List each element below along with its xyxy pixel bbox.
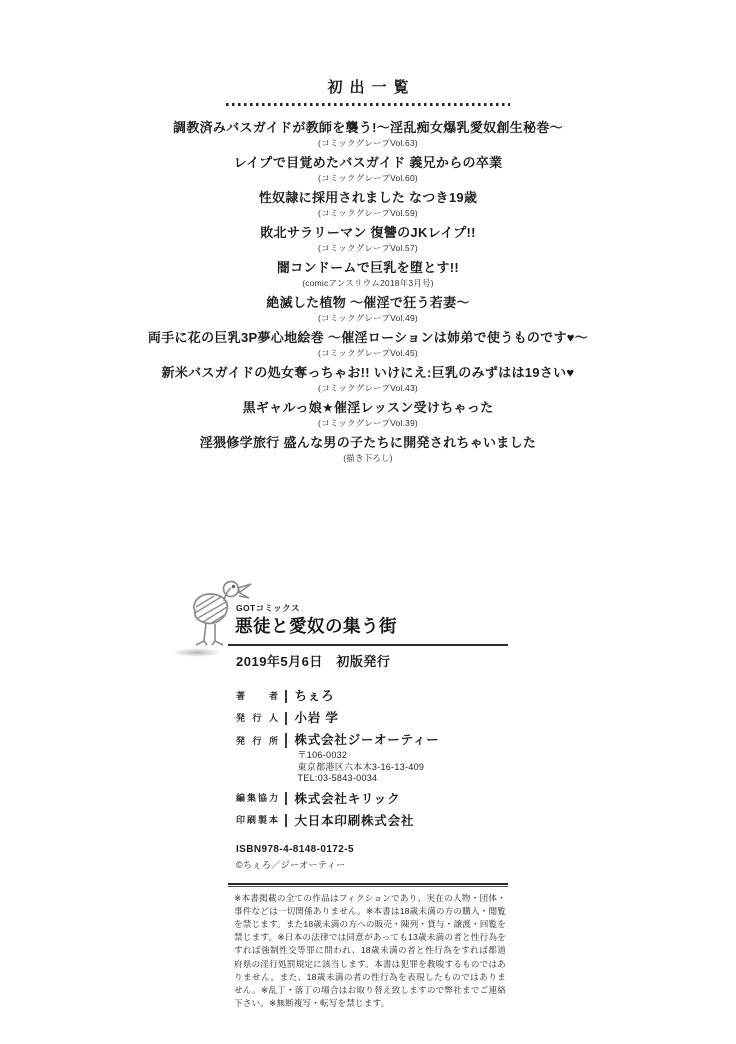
chapter-source: (comicアンスリウム2018年3月号) (302, 278, 434, 288)
list-item (0, 434, 736, 465)
copyright: ©ちぇろ／ジーオーティー (236, 859, 346, 870)
credit-row-printing (236, 813, 508, 829)
credit-row-publisher-person (236, 710, 508, 726)
credit-value: ちぇろ (294, 689, 335, 703)
list-item (0, 294, 736, 325)
chapter-title: 調教済みバスガイドが教師を襲う!～淫乱痴女爆乳愛奴創生秘巻～ (173, 120, 563, 135)
section-title: 初出一覧 (327, 79, 416, 96)
phone-line: TEL:03-5843-0034 (297, 773, 378, 783)
chapter-title: 淫猥修学旅行 盛んな男の子たちに開発されちゃいました (199, 435, 537, 450)
list-item (0, 224, 736, 255)
divider (285, 792, 287, 805)
credit-label: 印刷製本 (236, 815, 278, 825)
credit-label: 発行人 (236, 712, 278, 723)
publisher-name: 株式会社ジーオーティー (294, 733, 440, 747)
chapter-source: (コミックグレープVol.60) (318, 173, 418, 183)
chapter-source: (コミックグレープVol.49) (318, 313, 418, 323)
list-item (0, 364, 736, 395)
dotted-divider (226, 103, 510, 106)
address-line: 東京都港区六本木3-16-13-409 (297, 761, 425, 772)
list-item (0, 329, 736, 360)
title-rule (228, 644, 508, 646)
chapter-title: レイプで目覚めたバスガイド 義兄からの卒業 (233, 155, 503, 170)
list-item (0, 399, 736, 430)
credit-row-editing (236, 791, 508, 807)
postal-code: 〒106-0032 (297, 750, 348, 760)
imprint-label: GOTコミックス (236, 603, 300, 613)
chapter-source: (描き下ろし) (343, 453, 393, 463)
credit-label: 発行所 (236, 736, 278, 746)
chapter-source: (コミックグレープVol.43) (318, 383, 418, 393)
chapter-title: 闇コンドームで巨乳を堕とす!! (276, 260, 460, 275)
isbn: ISBN978-4-8148-0172-5 (236, 843, 354, 855)
chapter-source: (コミックグレープVol.57) (318, 243, 418, 253)
disclaimer-text: ※本書掲載の全ての作品はフィクションであり、実在の人物・団体・事件などは一切関係ありません。※本書は18歳未満の方の購入・閲覧を禁じます。また18歳未満の方への販売・陳列・貸与・譲渡・回覧を禁じます。※日本の法律では同意があっても13歳未満の者と性行為をすれば強制性交等罪に問われ、18歳未満の者と性行為をすれば都道府県の淫行処罰規定に該当します。本書は犯罪を教唆するものではありません。また、18歳未満の者の性行為を表現したものではありません。※乱丁・落丁の場合はお取り替え致しますので弊社までご連絡下さい。※無断複写・転写を禁じます。 (234, 892, 506, 1009)
credit-row-publisher (236, 732, 508, 785)
book-title: 悪徒と愛奴の集う街 (235, 616, 397, 636)
divider (285, 690, 287, 703)
divider (285, 733, 287, 748)
chapter-source: (コミックグレープVol.59) (318, 208, 418, 218)
chapter-source: (コミックグレープVol.63) (318, 138, 418, 148)
divider (285, 814, 287, 827)
chapter-source: (コミックグレープVol.39) (318, 418, 418, 428)
edition-line: 2019年5月6日 初版発行 (236, 654, 391, 669)
chapter-source: (コミックグレープVol.45) (318, 348, 418, 358)
bird-doodle-icon (181, 577, 255, 659)
chapter-title: 両手に花の巨乳3P夢心地絵巻 ～催淫ローションは姉弟で使うものです♥～ (147, 330, 589, 345)
chapter-title: 絶滅した植物 ～催淫で狂う若妻～ (266, 295, 470, 310)
list-item (0, 189, 736, 220)
credit-value: 大日本印刷株式会社 (294, 813, 415, 828)
credits-table (228, 688, 508, 829)
list-item (0, 119, 736, 150)
colophon-section (228, 601, 508, 1010)
credit-value: 株式会社キリック (294, 791, 401, 806)
credit-label: 編集協力 (236, 793, 278, 803)
credit-value: 小岩 学 (294, 711, 339, 725)
chapter-title: 黒ギャルっ娘★催淫レッスン受けちゃった (242, 400, 494, 415)
publisher-address (295, 750, 440, 785)
chapter-title: 新米バスガイドの処女奪っちゃお!! いけにえ:巨乳のみずはは19さい♥ (161, 365, 575, 380)
divider (285, 712, 287, 725)
bird-shadow (172, 648, 222, 657)
first-publication-section (0, 78, 736, 469)
chapter-list (0, 119, 736, 465)
chapter-title: 敗北サラリーマン 復讐のJKレイプ!! (260, 225, 476, 240)
disclaimer-divider (228, 883, 508, 887)
credit-value (295, 732, 440, 785)
list-item (0, 154, 736, 185)
credit-label: 著者 (236, 690, 278, 701)
list-item (0, 259, 736, 290)
chapter-title: 性奴隷に採用されました なつき19歳 (258, 190, 478, 205)
credit-row-author (236, 688, 508, 704)
